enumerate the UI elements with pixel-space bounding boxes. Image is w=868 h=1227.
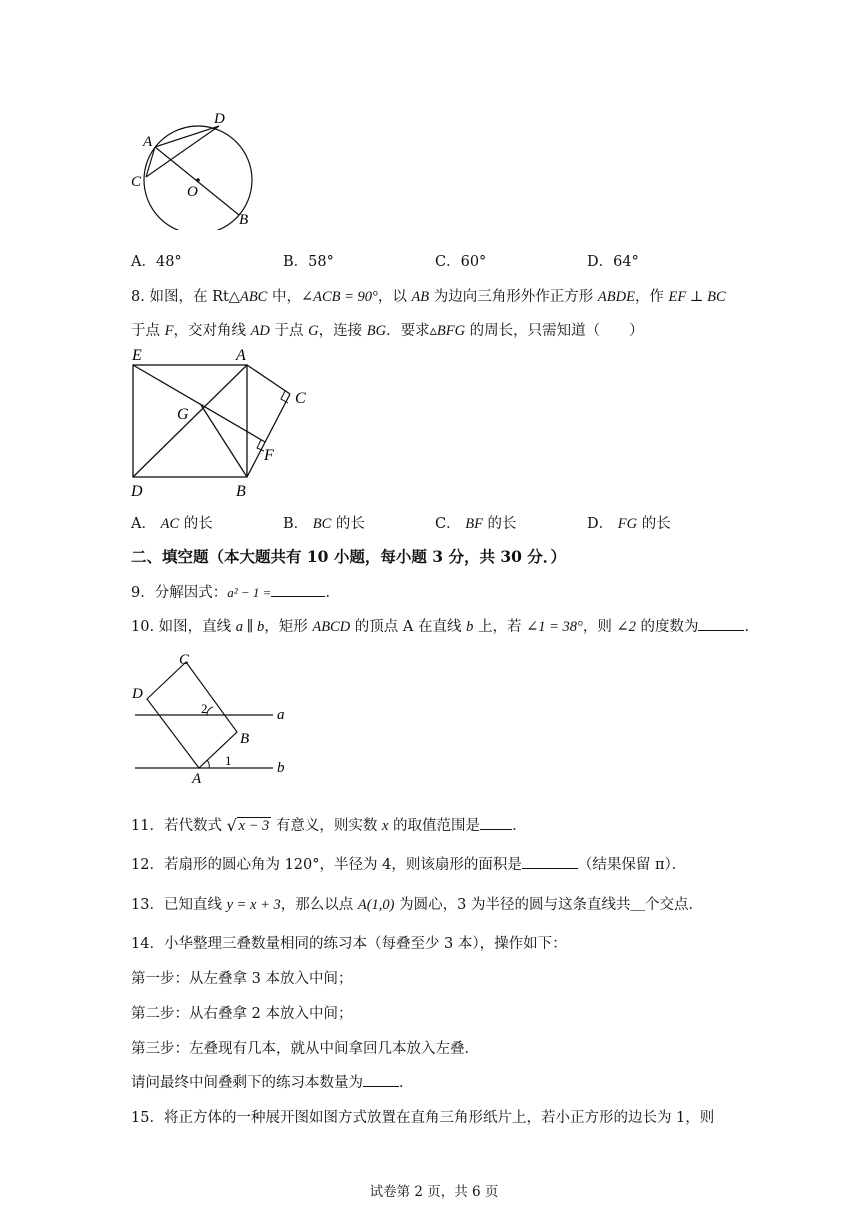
label-F: F [264,447,274,464]
q8-option-d[interactable]: D． FG 的长 [587,516,671,532]
label-2: 2 [201,701,208,716]
q8-option-a[interactable]: A． AC 的长 [131,516,213,532]
q14-step-2: 第二步：从右叠拿 2 本放入中间； [131,1006,353,1022]
label-b: b [277,760,285,776]
q14-step-3: 第三步：左叠现有几本，就从中间拿回几本放入左叠． [131,1041,479,1057]
label-O: O [187,184,198,200]
q11-answer-blank[interactable] [480,815,512,830]
label-D: D [214,111,225,127]
section-2-title: 二、填空题（本大题共有 10 小题，每小题 3 分，共 30 分．） [131,547,567,566]
q12-answer-blank[interactable] [522,854,578,869]
q7-option-b[interactable]: B．58° [283,254,334,270]
q11: 11．若代数式 √ x − 3 有意义，则实数 x 的取值范围是 ． [131,814,527,835]
q8-stem-line1: 8. 如图，在 Rt△ABC 中，∠ACB = 90°，以 AB 为边向三角形外作正方形 ABDE，作 EF ⊥ BC [131,289,726,305]
q13: 13．已知直线 y = x + 3，那么以点 A(1,0) 为圆心，3 为半径的圆与这条直线共＿个交点． [131,897,703,913]
q7-option-c[interactable]: C．60° [435,254,487,270]
label-C: C [179,652,190,668]
label-D: D [132,686,143,702]
q7-option-a[interactable]: A．48° [131,254,182,270]
q8-option-c[interactable]: C． BF 的长 [435,516,517,532]
label-A: A [143,134,153,150]
q8-stem-line2: 于点 F，交对角线 AD 于点 G，连接 BG．要求▵BFG 的周长，只需知道（ ） [131,323,644,339]
q14-intro: 14．小华整理三叠数量相同的练习本（每叠至少 3 本），操作如下： [131,936,567,952]
label-A: A [236,347,246,364]
label-G: G [177,406,189,423]
q7-option-d[interactable]: D．64° [587,254,639,270]
label-C: C [295,390,306,407]
q7-circle-figure [125,110,265,230]
label-E: E [132,347,142,364]
label-D: D [131,483,143,500]
q15-stem: 15．将正方体的一种展开图如图方式放置在直角三角形纸片上，若小正方形的边长为 1，则 [131,1110,715,1126]
label-C: C [131,174,142,190]
label-B: B [240,731,250,747]
label-1: 1 [225,753,232,768]
q9: 9．分解因式：a² − 1 = ． [131,581,340,602]
q14-question: 请问最终中间叠剩下的练习本数量为 ． [131,1071,414,1092]
label-B: B [236,483,246,500]
q14-step-1: 第一步：从左叠拿 3 本放入中间； [131,971,353,987]
q10-stem: 10. 如图，直线 a ∥ b，矩形 ABCD 的顶点 A 在直线 b 上，若 ∠1 = 38°，则 ∠2 的度数为 ． [131,615,759,636]
label-a: a [277,707,285,723]
q9-answer-blank[interactable] [271,582,325,597]
q14-answer-blank[interactable] [363,1072,399,1087]
page-footer: 试卷第 2 页，共 6 页 [369,1184,499,1200]
q10-rectangle-figure [125,646,305,786]
label-B: B [239,212,249,228]
label-A: A [192,771,202,786]
q10-answer-blank[interactable] [698,616,744,631]
q8-square-figure [125,343,325,503]
q12: 12．若扇形的圆心角为 120°，半径为 4，则该扇形的面积是 （结果保留 π）． [131,853,686,874]
q8-option-b[interactable]: B． BC 的长 [283,516,365,532]
